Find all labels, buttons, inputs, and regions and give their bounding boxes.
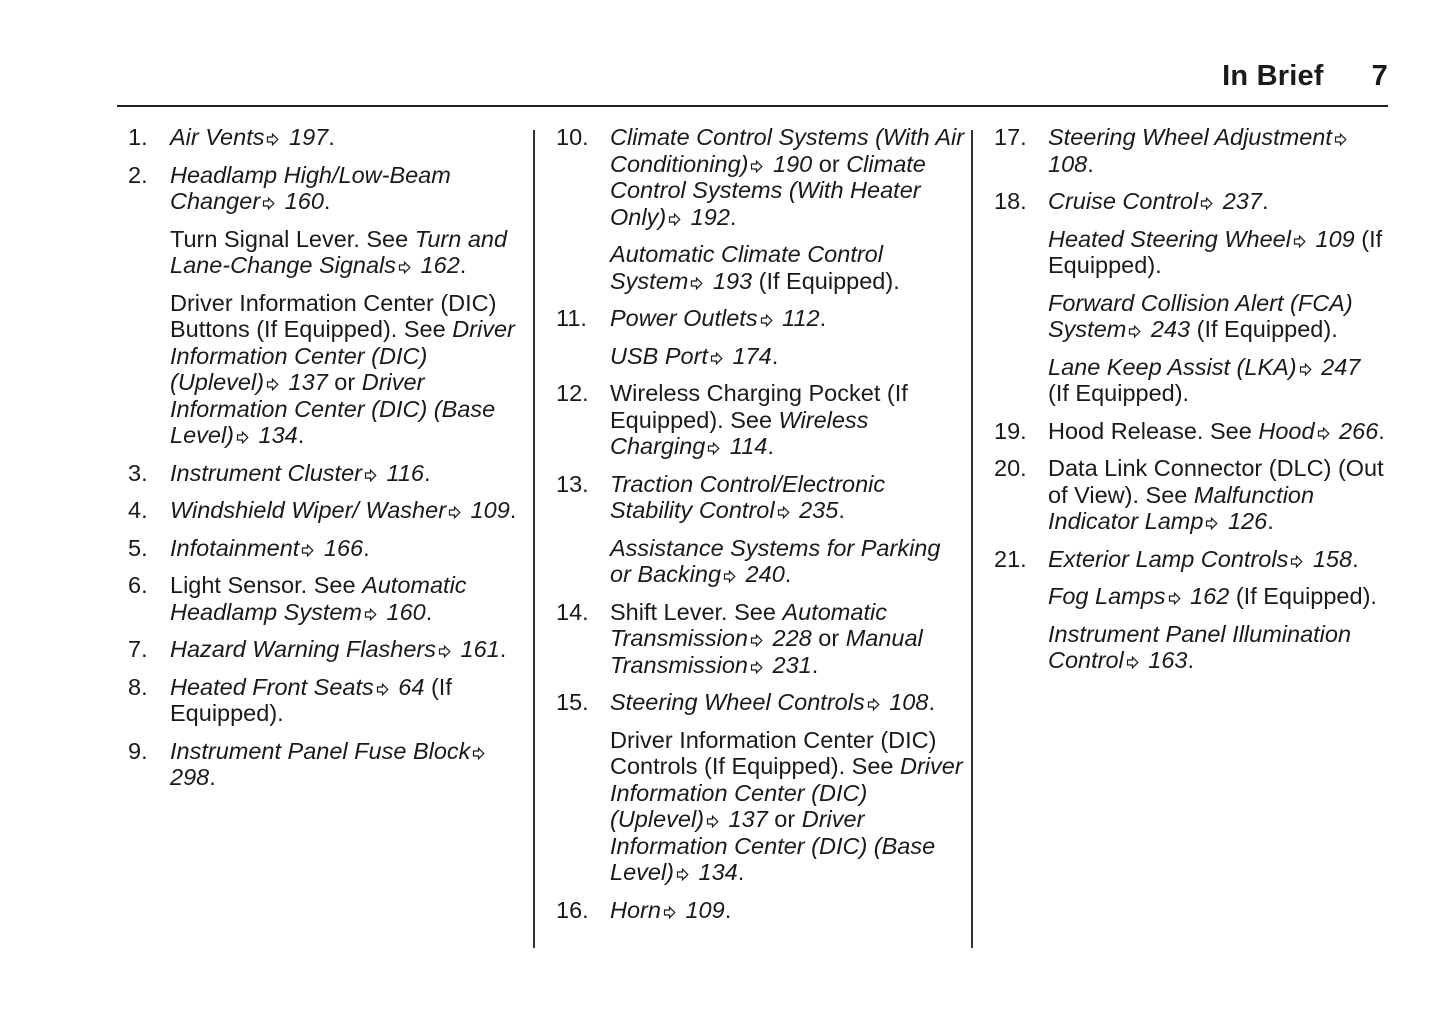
cross-reference-text: Steering Wheel Adjustment	[1048, 124, 1332, 150]
callout-number: 18.	[994, 188, 1027, 214]
plain-text: .	[729, 203, 737, 230]
callout-entry	[128, 226, 523, 279]
page-reference-arrow-icon	[376, 683, 389, 696]
callout-number: 5.	[128, 534, 148, 561]
page-reference-arrow-icon	[760, 314, 773, 327]
callout-entry	[994, 583, 1386, 610]
cross-reference-text: Lane Keep Assist (LKA)	[1048, 353, 1297, 380]
plain-text: Data Link Connector (DLC) (Out of View). See	[1048, 455, 1384, 508]
plain-text: Light Sensor. See	[170, 572, 363, 598]
callout-number: 21.	[994, 545, 1027, 572]
callout-entry	[556, 727, 966, 886]
callout-text	[170, 738, 523, 791]
cross-reference-text: Automatic Headlamp System	[170, 572, 467, 625]
callout-entry	[556, 897, 966, 924]
callout-text	[170, 636, 523, 663]
cross-reference-text: 240	[739, 561, 785, 587]
callout-text	[1048, 290, 1386, 343]
cross-reference-text: 109	[678, 896, 725, 923]
plain-text: .	[499, 636, 507, 662]
cross-reference-text: USB Port	[610, 342, 708, 369]
plain-text: .	[737, 859, 745, 885]
plain-text: or	[812, 150, 847, 177]
callout-entry	[556, 380, 966, 460]
page-reference-arrow-icon	[1128, 325, 1141, 338]
callout-text	[170, 124, 523, 151]
callout-entry	[128, 497, 523, 524]
callout-text	[610, 471, 966, 524]
plain-text: or	[327, 369, 362, 395]
cross-reference-text: Automatic Transmission	[610, 598, 887, 651]
page-reference-arrow-icon	[1317, 427, 1330, 440]
callout-text	[170, 460, 523, 487]
page-reference-arrow-icon	[236, 431, 249, 444]
callout-entry	[128, 460, 523, 487]
page-number: 7	[1371, 60, 1388, 92]
callout-entry	[556, 241, 966, 294]
plain-text: Hood Release. See	[1048, 417, 1259, 444]
plain-text: .	[811, 651, 819, 678]
cross-reference-text: 193	[706, 267, 753, 294]
callout-entry	[556, 689, 966, 716]
cross-reference-text: 64	[391, 673, 425, 700]
callout-entry	[128, 290, 523, 449]
cross-reference-text: Hood	[1258, 417, 1315, 444]
callout-entry	[994, 418, 1386, 445]
cross-reference-text: 247	[1314, 353, 1361, 380]
callout-entry	[128, 124, 523, 151]
callout-entry	[556, 343, 966, 370]
cross-reference-text: 190	[766, 150, 813, 177]
callout-text	[610, 897, 966, 924]
plain-text: Driver Information Center (DIC) Controls (If Equipped). See	[610, 726, 937, 779]
callout-text	[610, 599, 966, 679]
cross-reference-text: 116	[379, 459, 424, 486]
callout-number: 15.	[556, 689, 589, 715]
callout-number: 9.	[128, 737, 148, 764]
section-title: In Brief	[1222, 60, 1324, 92]
callout-number: 1.	[128, 124, 148, 150]
cross-reference-text: Fog Lamps	[1048, 583, 1166, 609]
callout-text	[610, 380, 966, 460]
callout-number: 8.	[128, 673, 148, 700]
plain-text: (If Equipped).	[1048, 225, 1383, 278]
callout-text	[170, 226, 523, 279]
column-divider-1	[533, 130, 535, 948]
cross-reference-text: 192	[684, 203, 730, 230]
cross-reference-text: Heated Front Seats	[170, 673, 374, 700]
callout-number: 14.	[556, 598, 589, 625]
callout-entry	[128, 535, 523, 562]
callout-text	[1048, 124, 1386, 177]
callout-entry	[994, 290, 1386, 343]
cross-reference-text: 158	[1306, 545, 1353, 572]
cross-reference-text: Malfunction Indicator Lamp	[1048, 481, 1315, 534]
plain-text: .	[1187, 647, 1195, 673]
callout-number: 6.	[128, 572, 148, 598]
callout-number: 7.	[128, 636, 148, 662]
page-reference-arrow-icon	[750, 661, 763, 674]
cross-reference-text: 137	[282, 369, 328, 395]
callout-text	[1048, 455, 1386, 535]
cross-reference-text: Horn	[610, 896, 661, 923]
cross-reference-text: 134	[252, 422, 298, 448]
page-reference-arrow-icon	[663, 906, 676, 919]
page-reference-arrow-icon	[690, 277, 703, 290]
plain-text: .	[423, 459, 431, 486]
callout-text	[170, 497, 523, 524]
cross-reference-text: Automatic Climate Control System	[610, 241, 883, 294]
cross-reference-text: Windshield Wiper/ Washer	[170, 497, 447, 523]
page-header	[1222, 60, 1388, 93]
cross-reference-text: 231	[765, 651, 812, 678]
callout-text	[170, 162, 523, 215]
cross-reference-text: Assistance Systems for Parking or Backing	[610, 534, 941, 587]
callout-entry	[128, 674, 523, 727]
callout-text	[170, 290, 523, 449]
callout-text	[1048, 418, 1386, 445]
cross-reference-text: 137	[722, 806, 768, 832]
callout-text	[610, 727, 966, 886]
page-reference-arrow-icon	[1334, 133, 1347, 146]
page-reference-arrow-icon	[438, 645, 451, 658]
page-reference-arrow-icon	[266, 133, 279, 146]
callout-text	[610, 241, 966, 294]
callout-entry	[994, 621, 1386, 674]
page-reference-arrow-icon	[710, 352, 723, 365]
plain-text: .	[819, 305, 827, 331]
callout-entry	[128, 636, 523, 663]
plain-text: .	[724, 896, 732, 923]
page-reference-arrow-icon	[301, 544, 314, 557]
cross-reference-text: 161	[454, 636, 500, 662]
page-reference-arrow-icon	[707, 442, 720, 455]
plain-text: .	[297, 422, 305, 448]
cross-reference-text: 235	[792, 497, 839, 523]
plain-text: .	[771, 342, 779, 369]
callout-entry	[556, 305, 966, 332]
plain-text: .	[784, 561, 792, 587]
plain-text: (If Equipped).	[1048, 380, 1190, 406]
page-reference-arrow-icon	[364, 469, 377, 482]
cross-reference-text: 228	[765, 625, 812, 651]
plain-text: .	[767, 433, 774, 459]
page-reference-arrow-icon	[676, 868, 689, 881]
callout-text	[610, 305, 966, 332]
cross-reference-text: 166	[317, 534, 364, 561]
callout-text	[1048, 546, 1386, 573]
plain-text: Wireless Charging Pocket (If Equipped). See	[610, 380, 908, 433]
cross-reference-text: 114	[723, 433, 768, 459]
cross-reference-text: 243	[1144, 316, 1191, 342]
cross-reference-text: Infotainment	[170, 534, 300, 561]
cross-reference-text: 197	[282, 124, 329, 150]
page-reference-arrow-icon	[1290, 555, 1303, 568]
callout-entry	[556, 599, 966, 679]
cross-reference-text: 174	[725, 342, 772, 369]
callout-number: 16.	[556, 896, 589, 923]
column-3	[994, 124, 1386, 674]
cross-reference-text: Wireless Charging	[610, 406, 869, 459]
plain-text: .	[363, 534, 370, 561]
cross-reference-text: 237	[1216, 188, 1262, 214]
plain-text: .	[928, 689, 935, 715]
cross-reference-text: Air Vents	[170, 124, 265, 150]
callout-entry	[128, 162, 523, 215]
callout-entry	[128, 738, 523, 791]
callout-entry	[556, 124, 966, 230]
cross-reference-text: Exterior Lamp Controls	[1048, 545, 1289, 572]
cross-reference-text: 109	[1308, 225, 1355, 252]
callout-number: 17.	[994, 124, 1027, 150]
callout-entry	[994, 226, 1386, 279]
cross-reference-text: 160	[380, 598, 426, 625]
page-reference-arrow-icon	[1293, 235, 1306, 248]
page-reference-arrow-icon	[448, 506, 461, 519]
plain-text: Turn Signal Lever. See	[170, 225, 415, 252]
callout-text	[1048, 621, 1386, 674]
callout-number: 19.	[994, 417, 1027, 444]
callout-number: 11.	[556, 305, 587, 331]
plain-text: .	[1352, 545, 1359, 572]
cross-reference-text: Instrument Cluster	[170, 459, 362, 486]
callout-entry	[994, 124, 1386, 177]
cross-reference-text: Traction Control/Electronic Stability Control	[610, 470, 886, 523]
callout-entry	[556, 471, 966, 524]
plain-text: .	[1261, 188, 1269, 214]
cross-reference-text: Instrument Panel Fuse Block	[170, 737, 471, 764]
callout-number: 10.	[556, 124, 589, 150]
plain-text: .	[459, 252, 467, 278]
plain-text: (If Equipped).	[1229, 583, 1377, 609]
page-reference-arrow-icon	[262, 197, 275, 210]
plain-text: or	[767, 806, 802, 832]
page-reference-arrow-icon	[1299, 363, 1312, 376]
plain-text: Driver Information Center (DIC) Buttons (If Equipped). See	[170, 289, 497, 342]
page-reference-arrow-icon	[1205, 517, 1218, 530]
page-reference-arrow-icon	[1126, 656, 1139, 669]
callout-text	[170, 572, 523, 625]
callout-number: 12.	[556, 380, 589, 406]
callout-number: 20.	[994, 455, 1027, 481]
callout-text	[610, 689, 966, 716]
callout-text	[1048, 583, 1386, 610]
page-reference-arrow-icon	[1168, 592, 1181, 605]
callout-entry	[994, 455, 1386, 535]
callout-number: 13.	[556, 470, 589, 497]
cross-reference-text: Driver Information Center (DIC) (Base Level)	[610, 806, 936, 885]
cross-reference-text: 112	[775, 305, 820, 331]
callout-text	[1048, 188, 1386, 215]
page-reference-arrow-icon	[867, 698, 880, 711]
callout-text	[610, 535, 966, 588]
cross-reference-text: Climate Control Systems (With Heater Only)	[610, 150, 926, 230]
cross-reference-text: 109	[464, 497, 510, 523]
cross-reference-text: Cruise Control	[1048, 188, 1199, 214]
page-reference-arrow-icon	[1200, 197, 1213, 210]
cross-reference-text: 160	[278, 188, 324, 214]
cross-reference-text: 162	[1183, 583, 1230, 609]
plain-text: .	[323, 188, 331, 214]
cross-reference-text: Hazard Warning Flashers	[170, 636, 437, 662]
plain-text: or	[811, 625, 846, 651]
plain-text: .	[209, 764, 216, 790]
cross-reference-text: Forward Collision Alert (FCA) System	[1048, 289, 1353, 342]
cross-reference-text: 108	[882, 689, 929, 715]
page-reference-arrow-icon	[472, 747, 485, 760]
plain-text: (If Equipped).	[170, 673, 452, 726]
plain-text: .	[509, 497, 517, 523]
plain-text: .	[1378, 417, 1385, 444]
cross-reference-text: Instrument Panel Illumination Control	[1048, 620, 1352, 673]
cross-reference-text: Turn and Lane-Change Signals	[170, 225, 508, 278]
cross-reference-text: 126	[1221, 508, 1268, 534]
cross-reference-text: Driver Information Center (DIC) (Base Level)	[170, 369, 496, 448]
page-reference-arrow-icon	[750, 160, 763, 173]
page-reference-arrow-icon	[723, 570, 736, 583]
page-reference-arrow-icon	[266, 378, 279, 391]
page-reference-arrow-icon	[750, 634, 763, 647]
cross-reference-text: Driver Information Center (DIC) (Uplevel)	[170, 316, 515, 395]
callout-entry	[128, 572, 523, 625]
cross-reference-text: 108	[1048, 150, 1088, 177]
cross-reference-text: Steering Wheel Controls	[610, 689, 865, 715]
cross-reference-text: 266	[1332, 417, 1379, 444]
plain-text: .	[1267, 508, 1274, 534]
cross-reference-text: 163	[1141, 647, 1188, 673]
plain-text: .	[328, 124, 335, 150]
callout-number: 3.	[128, 459, 148, 486]
header-rule	[117, 105, 1388, 107]
callout-text	[1048, 226, 1386, 279]
callout-entry	[994, 354, 1386, 407]
cross-reference-text: Climate Control Systems (With Air Conditioning)	[610, 124, 965, 177]
callout-text	[610, 343, 966, 370]
cross-reference-text: Heated Steering Wheel	[1048, 225, 1291, 252]
callout-entry	[994, 188, 1386, 215]
callout-number: 2.	[128, 161, 148, 188]
page-reference-arrow-icon	[364, 608, 377, 621]
callout-entry	[994, 546, 1386, 573]
page-reference-arrow-icon	[398, 261, 411, 274]
callout-entry	[556, 535, 966, 588]
cross-reference-text: Driver Information Center (DIC) (Uplevel)	[610, 753, 963, 832]
column-2	[556, 124, 966, 923]
column-1	[128, 124, 523, 791]
callout-text	[1048, 354, 1386, 407]
plain-text: .	[1087, 150, 1094, 177]
cross-reference-text: Power Outlets	[610, 305, 758, 331]
cross-reference-text: Headlamp High/Low-Beam Changer	[170, 161, 451, 214]
page-reference-arrow-icon	[706, 815, 719, 828]
callout-number: 4.	[128, 497, 148, 523]
callout-text	[170, 535, 523, 562]
column-divider-2	[971, 130, 973, 948]
cross-reference-text: 134	[692, 859, 738, 885]
callout-text	[610, 124, 966, 230]
cross-reference-text: 298	[170, 764, 210, 790]
cross-reference-text: Manual Transmission	[610, 625, 923, 678]
cross-reference-text: 162	[414, 252, 460, 278]
plain-text: (If Equipped).	[1190, 316, 1338, 342]
plain-text: .	[838, 497, 845, 523]
callout-text	[170, 674, 523, 727]
plain-text: (If Equipped).	[752, 267, 900, 294]
page-reference-arrow-icon	[777, 506, 790, 519]
page-reference-arrow-icon	[668, 213, 681, 226]
plain-text: .	[425, 598, 433, 625]
plain-text: Shift Lever. See	[610, 598, 783, 625]
